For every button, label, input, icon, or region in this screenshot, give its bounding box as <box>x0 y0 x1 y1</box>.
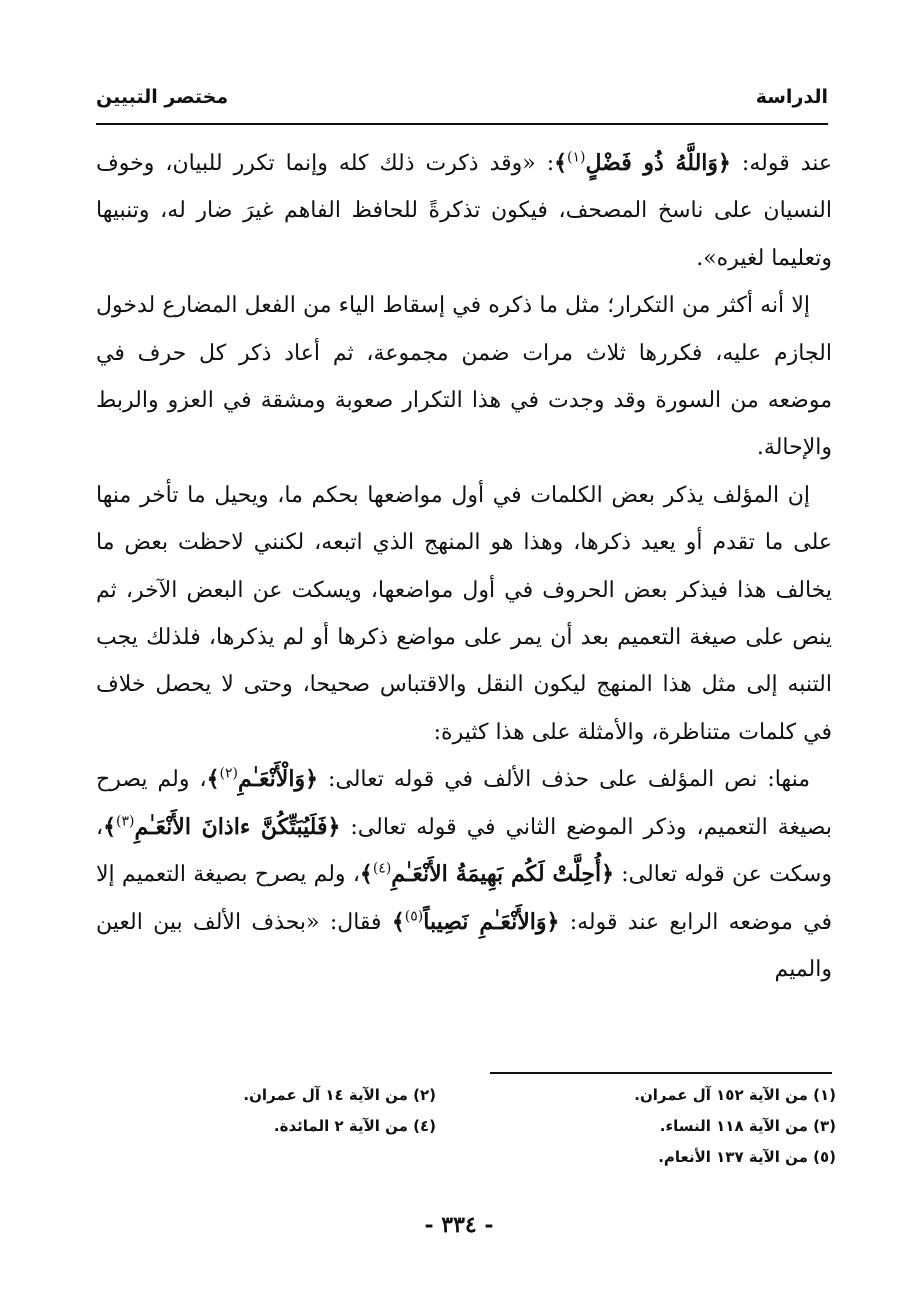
ornate-bracket: ﴾ <box>554 150 568 176</box>
text-segment: عند قوله: <box>730 151 833 176</box>
ornate-bracket: ﴿ <box>546 908 560 935</box>
quran-verse: وَالْأَنْعَـٰمِ <box>237 766 306 793</box>
footnote: (٤) من الآية ٢ المائدة. <box>273 1117 436 1135</box>
footnote: (٥) من الآية ١٣٧ الأنعام. <box>658 1148 836 1166</box>
footnote: (٣) من الآية ١١٨ النساء. <box>659 1117 836 1135</box>
quran-verse: أُحِلَّتْ لَكُم بَهِيمَةُ الأَنْعَـٰمِ <box>391 861 602 888</box>
footnote: (٢) من الآية ١٤ آل عمران. <box>243 1086 436 1104</box>
footnote: (١) من الآية ١٥٢ آل عمران. <box>634 1086 836 1104</box>
footnote-marker: (٣) <box>116 813 135 830</box>
text-segment: : «وقد ذكرت ذلك كله وإنما تكرر للبيان، وخوف النسيان على ناسخ المصحف، فيكون تذكرةً للحافظ الفاهم غيرَ ضار له، وتنبيها وتعليما لغيره». <box>96 151 832 271</box>
quran-verse: وَالأَنْعَـٰمِ نَصِيباً <box>423 908 547 935</box>
section-title: الدراسة <box>755 86 828 108</box>
footnote-divider <box>490 1072 832 1074</box>
ornate-bracket: ﴾ <box>206 766 220 793</box>
quran-verse: فَلَيُبَتِّكُنَّ ءاذانَ الأَنْعَـٰمِ <box>134 813 328 840</box>
footnote-marker: (٢) <box>219 765 238 782</box>
ornate-bracket: ﴾ <box>103 813 116 840</box>
page-number: - ٣٣٤ - <box>424 1212 494 1238</box>
ornate-bracket: ﴿ <box>327 813 341 840</box>
paragraph <box>96 140 832 282</box>
ornate-bracket: ﴿ <box>305 766 318 793</box>
ornate-bracket: ﴿ <box>601 861 614 888</box>
paragraph <box>96 756 832 993</box>
text-segment: فقال: «بحذف الألف بين العين والميم <box>96 909 832 982</box>
quran-verse: وَاللَّهُ ذُو فَضْلٍ <box>585 150 719 176</box>
text-segment: إلا أنه أكثر من التكرار؛ مثل ما ذكره في إسقاط الياء من الفعل المضارع لدخول الجازم عليه، فكررها ثلاث مرات ضمن مجموعة، ثم أعاد ذكر كل حرف في موضعه من السورة وقد وجدت في هذا التكرار صعوبة ومشقة في العزو والربط والإحالة. <box>96 293 832 461</box>
header-divider <box>96 123 828 125</box>
footnote-marker: (٤) <box>372 860 392 877</box>
ornate-bracket: ﴾ <box>391 908 405 935</box>
ornate-bracket: ﴾ <box>359 861 373 888</box>
text-segment: إن المؤلف يذكر بعض الكلمات في أول مواضعها بحكم ما، ويحيل ما تأخر منها على ما تقدم أو يعيد ذكرها، وهذا هو المنهج الذي اتبعه، لكنني لاحظت بعض ما يخالف هذا فيذكر بعض الحروف في أول مواضعها، ويسكت عن البعض الآخر، ثم ينص على صيغة التعميم بعد أن يمر على مواضع ذكرها أو لم يذكرها، فلذلك يجب التنبه إلى مثل هذا المنهج ليكون النقل والاقتباس صحيحا، وحتى لا يحصل خلاف في كلمات متناظرة، والأمثلة على هذا كثيرة: <box>96 482 832 745</box>
main-text <box>96 140 832 993</box>
text-segment: ، ولم يصرح بصيغة التعميم إلا في موضعه الرابع عند قوله: <box>96 862 833 935</box>
footnotes-column-left <box>96 1080 436 1142</box>
paragraph <box>96 282 832 472</box>
running-header <box>96 82 828 122</box>
footnotes-column-right <box>496 1080 836 1173</box>
book-title: مختصر التبيين <box>96 86 229 108</box>
text-segment: ، وسكت عن قوله تعالى: <box>96 814 832 888</box>
footnote-marker: (١) <box>567 149 586 166</box>
text-segment: منها: نص المؤلف على حذف الألف في قوله تعالى: <box>317 767 810 793</box>
ornate-bracket: ﴿ <box>718 150 731 176</box>
text-segment: ، ولم يصرح بصيغة التعميم، وذكر الموضع الثاني في قوله تعالى: <box>96 767 832 840</box>
footnotes <box>96 1080 836 1180</box>
footnote-marker: (٥) <box>404 908 424 925</box>
paragraph <box>96 472 832 756</box>
